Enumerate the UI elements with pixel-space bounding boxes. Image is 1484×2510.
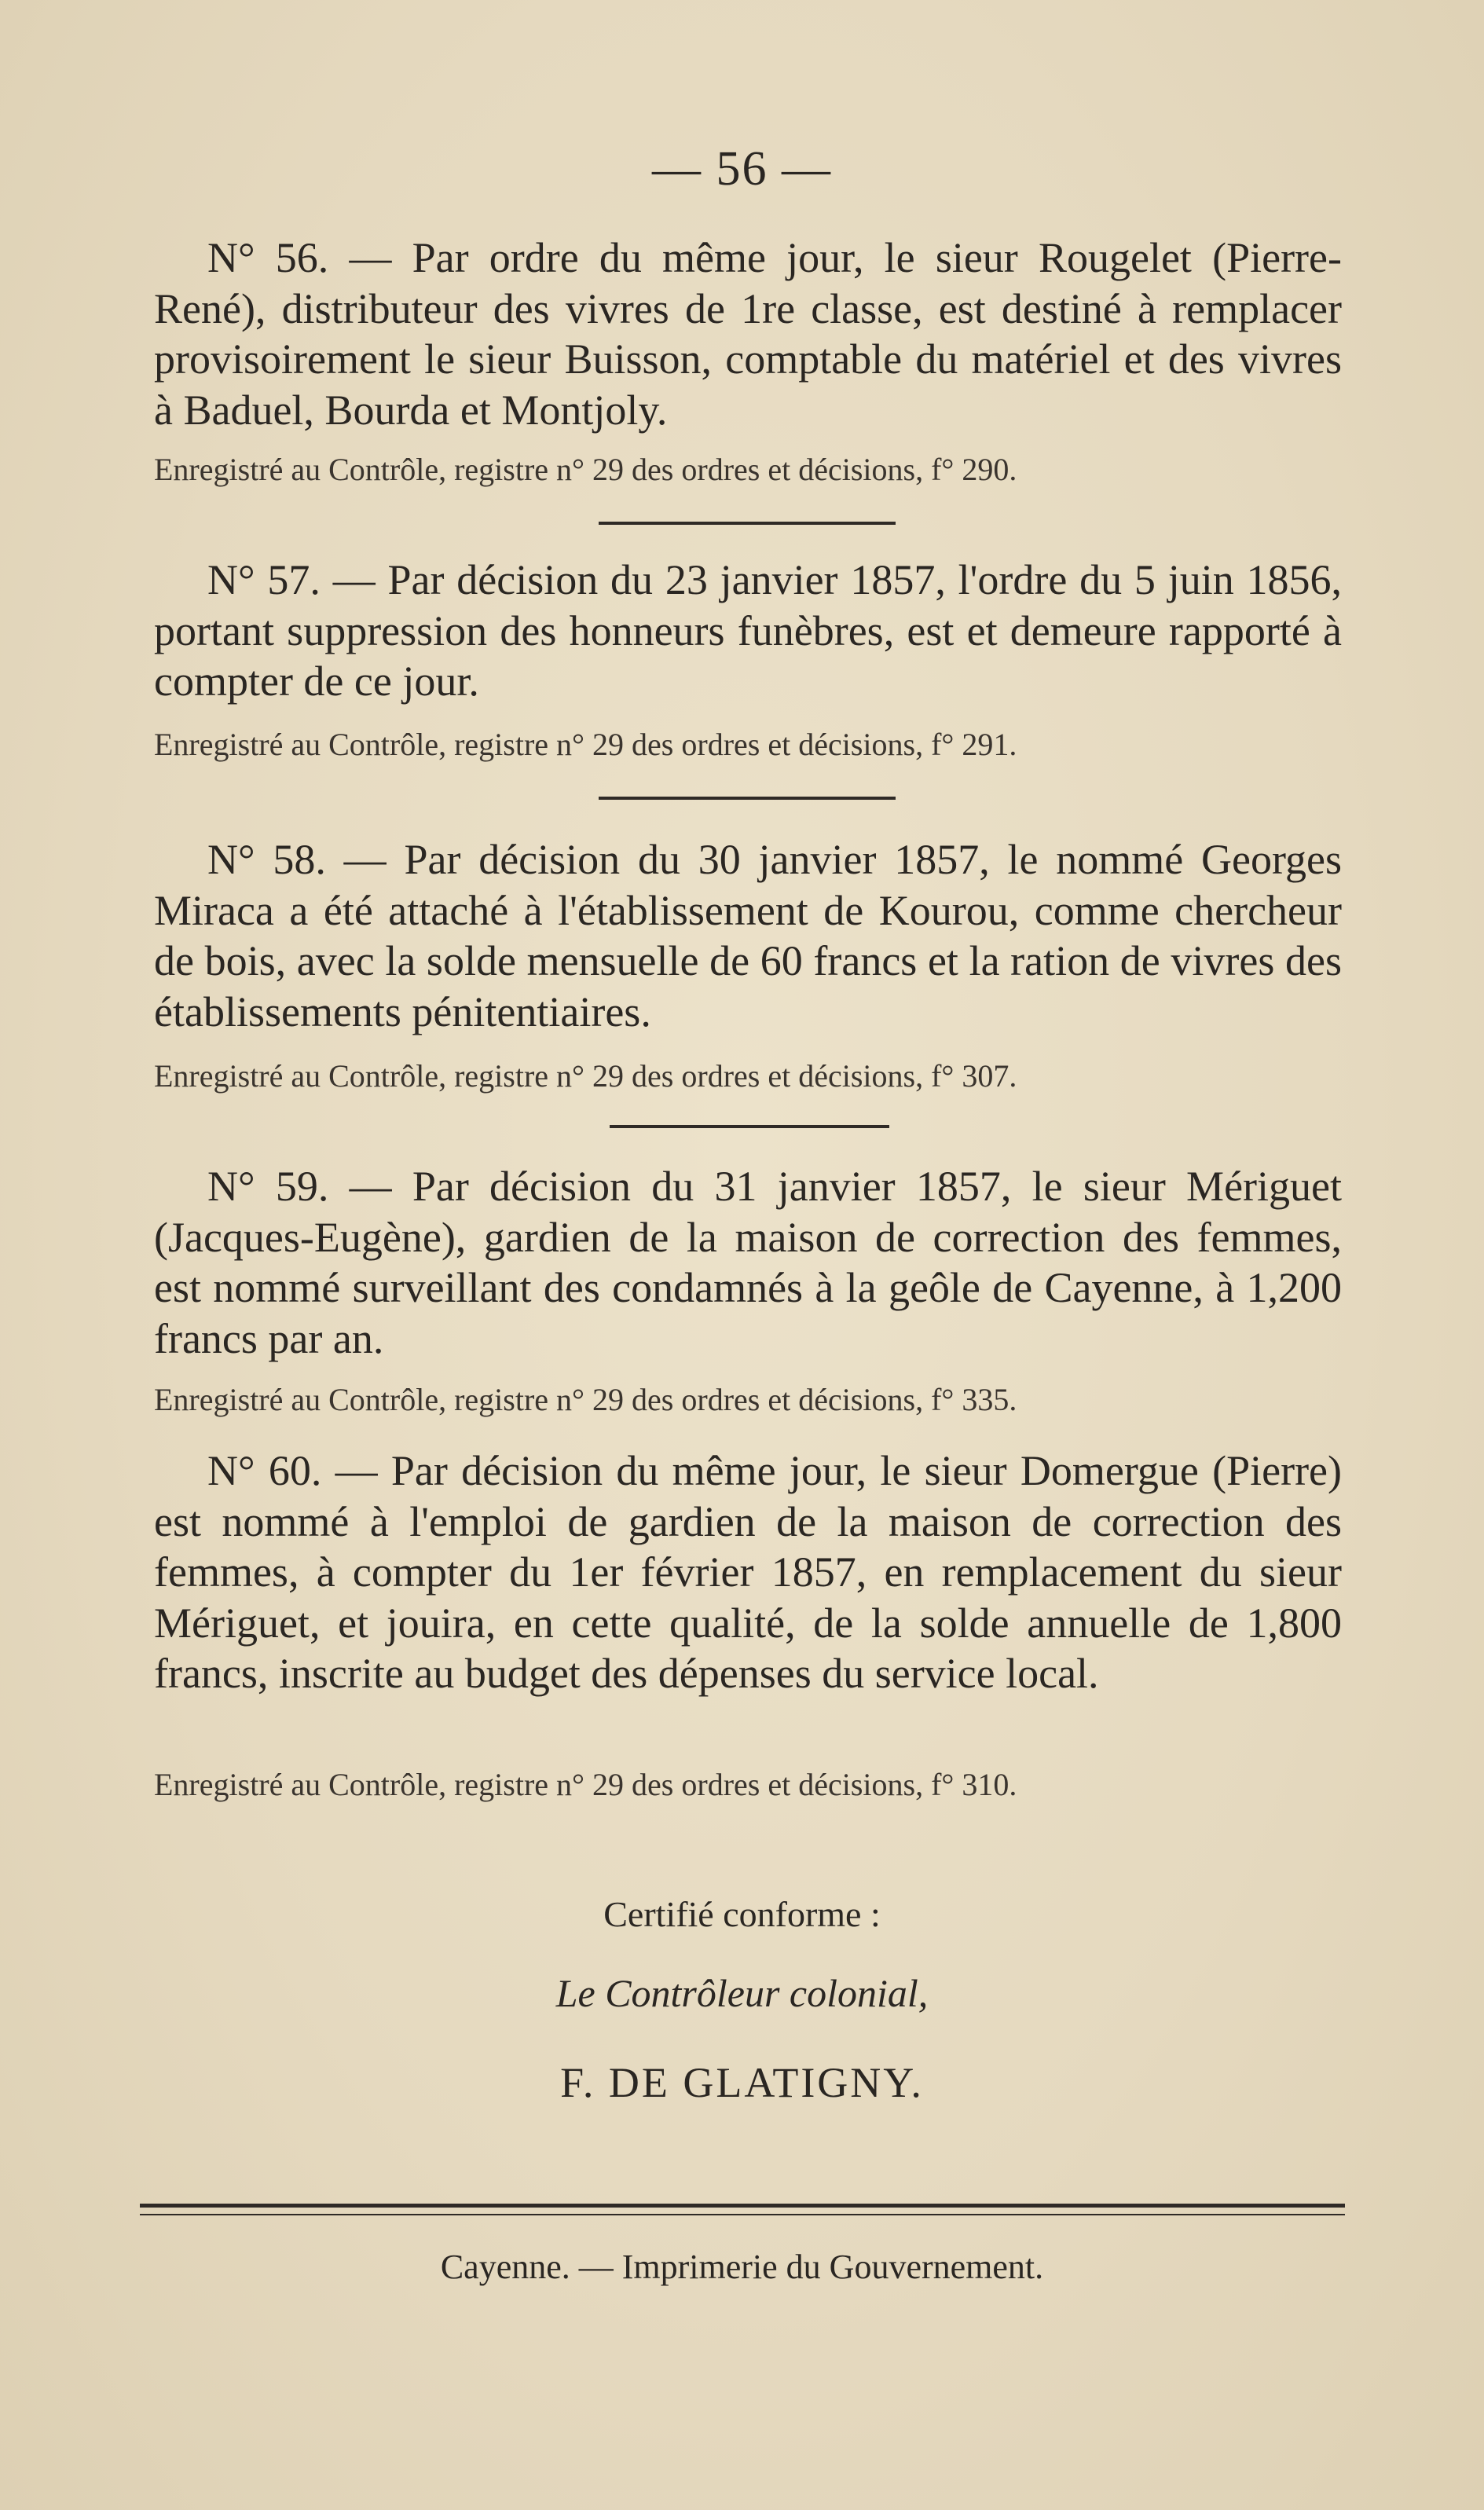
footer-rule [140,2204,1345,2208]
page-number: — 56 — [652,142,832,196]
entry-57-register: Enregistré au Contrôle, registre n° 29 des ordres et décisions, f° 291. [154,727,1017,762]
imprint-line: Cayenne. — Imprimerie du Gouvernement. [440,2248,1044,2286]
entry-56-text: N° 56. — Par ordre du même jour, le sieur Rougelet (Pierre-René), distributeur des vivres de 1re classe, est destiné à remplacer provisoirement le sieur Buisson, comptable du matériel et des vivres à Baduel, Bourda et Montjoly. [154,234,1342,434]
entry-56-register: Enregistré au Contrôle, registre n° 29 des ordres et décisions, f° 290. [154,452,1017,487]
entry-59-register: Enregistré au Contrôle, registre n° 29 des ordres et décisions, f° 335. [154,1382,1017,1417]
entry-58-text: N° 58. — Par décision du 30 janvier 1857, le nommé Georges Miraca a été attaché à l'établissement de Kourou, comme chercheur de bois, avec la solde mensuelle de 60 francs et la ration de vivres des établissements pénitentiaires. [154,836,1342,1035]
separator-rule [610,1125,889,1128]
separator-rule [599,522,896,525]
entry-59-text: N° 59. — Par décision du 31 janvier 1857, le sieur Mériguet (Jacques-Eugène), gardien de la maison de correction des femmes, est nommé surveillant des condamnés à la geôle de Cayenne, à 1,200 francs par an. [154,1163,1342,1362]
entry-57-text: N° 57. — Par décision du 23 janvier 1857, l'ordre du 5 juin 1856, portant suppression des honneurs funèbres, est et demeure rapporté à compter de ce jour. [154,556,1342,705]
signatory-title: Le Contrôleur colonial, [555,1971,929,2015]
entry-58-register: Enregistré au Contrôle, registre n° 29 des ordres et décisions, f° 307. [154,1058,1017,1094]
separator-rule [599,797,896,800]
entry-60-text: N° 60. — Par décision du même jour, le sieur Domergue (Pierre) est nommé à l'emploi de gardien de la maison de correction des femmes, à compter du 1er février 1857, en remplacement du sieur Mériguet, et jouira, en cette qualité, de la solde annuelle de 1,800 francs, inscrite au budget des dépenses du service local. [154,1447,1342,1697]
entry-60-register: Enregistré au Contrôle, registre n° 29 des ordres et décisions, f° 310. [154,1767,1017,1802]
certification-line: Certifié conforme : [603,1894,881,1934]
footer-rule-thin [140,2214,1345,2215]
signatory-name: F. DE GLATIGNY. [560,2059,924,2106]
